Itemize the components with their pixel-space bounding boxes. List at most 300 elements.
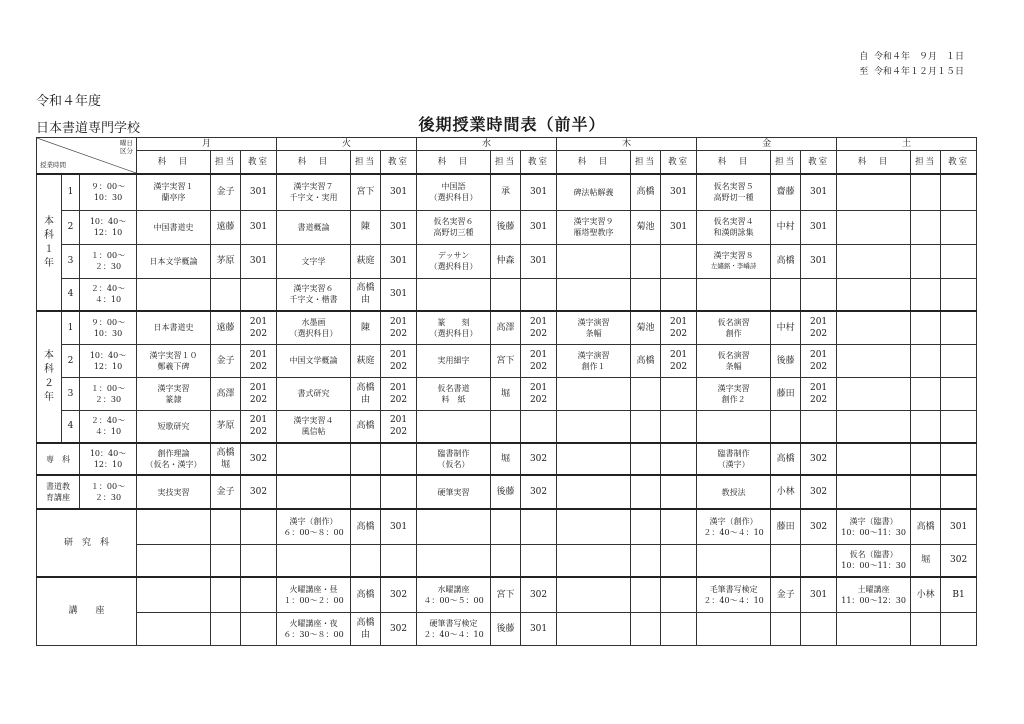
kyoiku-saturday-subject — [837, 475, 911, 509]
col-header-room: 教室 — [241, 151, 277, 175]
section-y2: 本 科 ２ 年 — [37, 311, 62, 443]
y1-row — [37, 244, 977, 278]
kenkyu-row — [37, 544, 977, 577]
kenkyu-2-wednesday-subject — [417, 544, 491, 577]
kyoiku-monday-teacher: 金子 — [211, 475, 241, 509]
section-senka: 専 科 — [37, 443, 80, 475]
kenkyu-2-wednesday-room — [521, 544, 557, 577]
period-time: １：00〜 ２：30 — [80, 475, 137, 509]
y2-p1-thursday-teacher: 菊池 — [631, 311, 661, 344]
section-koza: 講 座 — [37, 577, 137, 645]
corner-cell — [37, 138, 137, 175]
senka-friday-room: 302 — [801, 443, 837, 475]
y2-p1-tuesday-subject: 水墨画 （選択科目） — [277, 311, 351, 344]
y1-p2-friday-subject: 仮名実習４ 和漢朗詠集 — [697, 210, 771, 244]
y1-p3-monday-room: 301 — [241, 244, 277, 278]
period-range — [859, 50, 964, 80]
page-title: 後期授業時間表（前半） — [418, 115, 606, 134]
kenkyu-2-saturday-teacher: 堀 — [911, 544, 941, 577]
koza-1-wednesday-teacher: 宮下 — [491, 577, 521, 612]
y2-p3-friday-subject: 漢字実習 創作２ — [697, 377, 771, 410]
koza-2-thursday-subject — [557, 612, 631, 645]
y1-p3-thursday-room — [661, 244, 697, 278]
y1-p1-saturday-room — [941, 174, 977, 210]
y2-p1-thursday-room: 201 202 — [661, 311, 697, 344]
koza-1-tuesday-subject: 火曜講座・昼 １：00〜２：00 — [277, 577, 351, 612]
y2-p2-tuesday-room: 201 202 — [381, 344, 417, 377]
koza-1-thursday-subject — [557, 577, 631, 612]
y1-p2-friday-teacher: 中村 — [771, 210, 801, 244]
y2-p2-thursday-subject: 漢字演習 創作１ — [557, 344, 631, 377]
period-number: 1 — [62, 311, 80, 344]
y2-p1-wednesday-subject: 篆 刻 （選択科目） — [417, 311, 491, 344]
y1-p2-tuesday-teacher: 陳 — [351, 210, 381, 244]
y2-p3-friday-room: 201 202 — [801, 377, 837, 410]
y2-p2-tuesday-teacher: 萩庭 — [351, 344, 381, 377]
y2-p1-monday-room: 201 202 — [241, 311, 277, 344]
col-header-room: 教室 — [801, 151, 837, 175]
col-header-teacher: 担当 — [631, 151, 661, 175]
koza-2-saturday-room — [941, 612, 977, 645]
y2-p1-saturday-subject — [837, 311, 911, 344]
y2-p2-thursday-teacher: 高橋 — [631, 344, 661, 377]
y2-p1-wednesday-room: 201 202 — [521, 311, 557, 344]
koza-2-thursday-teacher — [631, 612, 661, 645]
kenkyu-1-tuesday-room: 301 — [381, 509, 417, 544]
y2-p3-tuesday-teacher: 高橋 由 — [351, 377, 381, 410]
y1-p1-saturday-teacher — [911, 174, 941, 210]
col-header-subject: 科 目 — [277, 151, 351, 175]
y2-p4-wednesday-room — [521, 410, 557, 443]
y2-p2-tuesday-subject: 中国文学概論 — [277, 344, 351, 377]
y1-p3-saturday-subject — [837, 244, 911, 278]
koza-1-friday-teacher: 金子 — [771, 577, 801, 612]
koza-1-thursday-teacher — [631, 577, 661, 612]
from-date: 令和４年 ９月 １日 — [873, 52, 964, 62]
y2-p1-saturday-room — [941, 311, 977, 344]
senka-monday-teacher: 高橋 堀 — [211, 443, 241, 475]
y1-p1-wednesday-teacher: 承 — [491, 174, 521, 210]
koza-2-saturday-subject — [837, 612, 911, 645]
period-number: 1 — [62, 174, 80, 210]
kenkyu-1-saturday-room: 301 — [941, 509, 977, 544]
y2-p4-friday-teacher — [771, 410, 801, 443]
y2-p1-friday-teacher: 中村 — [771, 311, 801, 344]
y1-p4-saturday-room — [941, 278, 977, 311]
y1-p1-monday-subject: 漢字実習１ 蘭亭序 — [137, 174, 211, 210]
period-time: ９：00〜 10：30 — [80, 311, 137, 344]
koza-1-monday-teacher — [211, 577, 241, 612]
kenkyu-2-thursday-room — [661, 544, 697, 577]
senka-saturday-room — [941, 443, 977, 475]
y1-p4-tuesday-teacher: 高橋 由 — [351, 278, 381, 311]
y1-p1-thursday-room: 301 — [661, 174, 697, 210]
y2-p1-tuesday-teacher: 陳 — [351, 311, 381, 344]
kenkyu-1-friday-room: 302 — [801, 509, 837, 544]
koza-2-tuesday-room: 302 — [381, 612, 417, 645]
y2-row — [37, 377, 977, 410]
kenkyu-2-monday-teacher — [211, 544, 241, 577]
kyoiku-tuesday-teacher — [351, 475, 381, 509]
day-header-row — [37, 138, 977, 151]
y2-row — [37, 344, 977, 377]
koza-2-friday-subject — [697, 612, 771, 645]
koza-2-friday-room — [801, 612, 837, 645]
y1-p2-thursday-teacher: 菊池 — [631, 210, 661, 244]
period-number: 2 — [62, 344, 80, 377]
senka-friday-subject: 臨書制作 （漢字） — [697, 443, 771, 475]
period-number: 3 — [62, 377, 80, 410]
y1-p4-friday-teacher — [771, 278, 801, 311]
fri-subject-main: 漢字実習８ — [713, 251, 754, 260]
day-header-friday: 金 — [697, 138, 837, 151]
kyoiku-wednesday-subject: 硬筆実習 — [417, 475, 491, 509]
kenkyu-2-saturday-room: 302 — [941, 544, 977, 577]
day-header-tuesday: 火 — [277, 138, 417, 151]
senka-row — [37, 443, 977, 475]
y1-p1-monday-teacher: 金子 — [211, 174, 241, 210]
kenkyu-1-tuesday-subject: 漢字（創作） ６：00〜８：00 — [277, 509, 351, 544]
kenkyu-1-saturday-subject: 漢字（臨書） 10：00〜11：30 — [837, 509, 911, 544]
koza-1-monday-room — [241, 577, 277, 612]
y2-p2-thursday-room: 201 202 — [661, 344, 697, 377]
kyoiku-row — [37, 475, 977, 509]
kyoiku-saturday-teacher — [911, 475, 941, 509]
y1-row — [37, 278, 977, 311]
koza-2-monday-teacher — [211, 612, 241, 645]
y2-p2-wednesday-room: 201 202 — [521, 344, 557, 377]
y2-p4-wednesday-subject — [417, 410, 491, 443]
koza-2-tuesday-teacher: 高橋 由 — [351, 612, 381, 645]
y1-p1-friday-teacher: 齋藤 — [771, 174, 801, 210]
y1-p4-monday-teacher — [211, 278, 241, 311]
y2-p3-monday-subject: 漢字実習 篆隷 — [137, 377, 211, 410]
y2-p1-tuesday-room: 201 202 — [381, 311, 417, 344]
period-time: ２：40〜 ４：10 — [80, 278, 137, 311]
y2-p1-saturday-teacher — [911, 311, 941, 344]
col-header-subject: 科 目 — [837, 151, 911, 175]
col-header-teacher: 担当 — [911, 151, 941, 175]
y1-p3-wednesday-teacher: 仲森 — [491, 244, 521, 278]
y1-p2-monday-teacher: 遠藤 — [211, 210, 241, 244]
kyoiku-friday-teacher: 小林 — [771, 475, 801, 509]
koza-1-friday-subject: 毛筆書写検定 ２：40〜４：10 — [697, 577, 771, 612]
senka-thursday-subject — [557, 443, 631, 475]
senka-monday-subject: 創作理論 （仮名・漢字） — [137, 443, 211, 475]
kenkyu-2-saturday-subject: 仮名（臨書） 10：00〜11：30 — [837, 544, 911, 577]
koza-2-wednesday-room: 301 — [521, 612, 557, 645]
koza-2-monday-room — [241, 612, 277, 645]
senka-thursday-teacher — [631, 443, 661, 475]
col-header-subject: 科 目 — [557, 151, 631, 175]
period-label: 授業時間 — [40, 161, 66, 169]
y1-p1-thursday-subject: 碑法帖解義 — [557, 174, 631, 210]
y1-p3-tuesday-teacher: 萩庭 — [351, 244, 381, 278]
y1-p4-monday-room — [241, 278, 277, 311]
kenkyu-2-tuesday-subject — [277, 544, 351, 577]
y2-p3-thursday-teacher — [631, 377, 661, 410]
y2-p1-thursday-subject: 漢字演習 条幅 — [557, 311, 631, 344]
kenkyu-1-thursday-teacher — [631, 509, 661, 544]
y1-p3-thursday-teacher — [631, 244, 661, 278]
y1-p2-wednesday-teacher: 後藤 — [491, 210, 521, 244]
y2-p2-saturday-room — [941, 344, 977, 377]
y2-p1-monday-subject: 日本書道史 — [137, 311, 211, 344]
y1-p1-wednesday-subject: 中国語 （選択科目） — [417, 174, 491, 210]
y1-p2-monday-room: 301 — [241, 210, 277, 244]
period-time: 10：40〜 12：10 — [80, 344, 137, 377]
kenkyu-1-thursday-subject — [557, 509, 631, 544]
y2-p4-tuesday-teacher: 高橋 — [351, 410, 381, 443]
y2-p4-friday-room — [801, 410, 837, 443]
kyoiku-monday-subject: 実技実習 — [137, 475, 211, 509]
y2-p2-saturday-subject — [837, 344, 911, 377]
day-header-thursday: 木 — [557, 138, 697, 151]
y1-p1-wednesday-room: 301 — [521, 174, 557, 210]
period-number: 3 — [62, 244, 80, 278]
kyoiku-saturday-room — [941, 475, 977, 509]
y1-p3-friday-teacher: 高橋 — [771, 244, 801, 278]
y2-p2-monday-subject: 漢字実習１０ 鄭羲下碑 — [137, 344, 211, 377]
y1-p4-friday-room — [801, 278, 837, 311]
senka-saturday-subject — [837, 443, 911, 475]
y2-p4-monday-room: 201 202 — [241, 410, 277, 443]
koza-2-wednesday-teacher: 後藤 — [491, 612, 521, 645]
y2-p3-thursday-room — [661, 377, 697, 410]
koza-2-wednesday-subject: 硬筆書写検定 ２：40〜４：10 — [417, 612, 491, 645]
y2-row — [37, 410, 977, 443]
y2-p3-tuesday-room: 201 202 — [381, 377, 417, 410]
y2-p1-wednesday-teacher: 高澤 — [491, 311, 521, 344]
kenkyu-1-friday-subject: 漢字（創作） ２：40〜４：10 — [697, 509, 771, 544]
y2-p3-wednesday-subject: 仮名書道 料 紙 — [417, 377, 491, 410]
senka-wednesday-room: 302 — [521, 443, 557, 475]
period-number: 4 — [62, 278, 80, 311]
col-header-room: 教室 — [381, 151, 417, 175]
kyoiku-thursday-teacher — [631, 475, 661, 509]
y1-p2-wednesday-room: 301 — [521, 210, 557, 244]
section-kenkyu: 研 究 科 — [37, 509, 137, 577]
col-header-teacher: 担当 — [351, 151, 381, 175]
column-header-row — [37, 151, 977, 175]
col-header-subject: 科 目 — [417, 151, 491, 175]
y2-p1-monday-teacher: 遠藤 — [211, 311, 241, 344]
fri-subject-subline: 左繡銘・李嶠詩 — [710, 262, 757, 270]
day-label: 曜日 — [120, 139, 134, 147]
period-from — [859, 50, 964, 65]
y2-row — [37, 311, 977, 344]
koza-1-saturday-room: B1 — [941, 577, 977, 612]
y1-p2-thursday-subject: 漢字実習９ 雁塔聖教序 — [557, 210, 631, 244]
school-name: 日本書道専門学校 — [36, 121, 141, 136]
kenkyu-2-monday-subject — [137, 544, 211, 577]
kenkyu-2-thursday-subject — [557, 544, 631, 577]
y2-p4-saturday-subject — [837, 410, 911, 443]
y1-p4-saturday-teacher — [911, 278, 941, 311]
y1-p1-tuesday-room: 301 — [381, 174, 417, 210]
kenkyu-2-tuesday-room — [381, 544, 417, 577]
day-header-wednesday: 水 — [417, 138, 557, 151]
y2-p3-monday-room: 201 202 — [241, 377, 277, 410]
kyoiku-monday-room: 302 — [241, 475, 277, 509]
kenkyu-2-wednesday-teacher — [491, 544, 521, 577]
y2-p3-saturday-teacher — [911, 377, 941, 410]
y2-p2-friday-subject: 仮名演習 条幅 — [697, 344, 771, 377]
kenkyu-1-saturday-teacher: 高橋 — [911, 509, 941, 544]
senka-wednesday-subject: 臨書制作 （仮名） — [417, 443, 491, 475]
y2-p4-tuesday-subject: 漢字実習４ 風信帖 — [277, 410, 351, 443]
y2-p3-friday-teacher: 藤田 — [771, 377, 801, 410]
period-to — [859, 65, 964, 80]
col-header-room: 教室 — [661, 151, 697, 175]
y2-p2-monday-teacher: 金子 — [211, 344, 241, 377]
kenkyu-1-tuesday-teacher: 高橋 — [351, 509, 381, 544]
y1-p4-wednesday-subject — [417, 278, 491, 311]
y2-p4-saturday-room — [941, 410, 977, 443]
period-time: １：00〜 ２：30 — [80, 377, 137, 410]
y1-p3-wednesday-subject: デッサン （選択科目） — [417, 244, 491, 278]
kyoiku-tuesday-room — [381, 475, 417, 509]
y1-p1-saturday-subject — [837, 174, 911, 210]
y1-p4-saturday-subject — [837, 278, 911, 311]
kyoiku-wednesday-teacher: 後藤 — [491, 475, 521, 509]
y1-p1-tuesday-subject: 漢字実習７ 千字文・実用 — [277, 174, 351, 210]
timetable — [36, 137, 977, 646]
y2-p4-tuesday-room: 201 202 — [381, 410, 417, 443]
koza-1-saturday-subject: 土曜講座 11：00〜12：30 — [837, 577, 911, 612]
kenkyu-1-wednesday-subject — [417, 509, 491, 544]
period-time: 10：40〜 12：10 — [80, 443, 137, 475]
koza-1-thursday-room — [661, 577, 697, 612]
y2-p4-thursday-room — [661, 410, 697, 443]
kenkyu-1-monday-room — [241, 509, 277, 544]
y2-p2-friday-room: 201 202 — [801, 344, 837, 377]
y1-p2-monday-subject: 中国書道史 — [137, 210, 211, 244]
y2-p2-wednesday-teacher: 宮下 — [491, 344, 521, 377]
kenkyu-2-monday-room — [241, 544, 277, 577]
y1-p1-tuesday-teacher: 宮下 — [351, 174, 381, 210]
period-time: ２：40〜 ４：10 — [80, 410, 137, 443]
koza-1-friday-room: 301 — [801, 577, 837, 612]
y1-p2-wednesday-subject: 仮名実習６ 高野切三種 — [417, 210, 491, 244]
y1-p3-friday-subject — [697, 244, 771, 278]
col-header-room: 教室 — [521, 151, 557, 175]
y2-p3-wednesday-teacher: 堀 — [491, 377, 521, 410]
period-time: 10：40〜 12：10 — [80, 210, 137, 244]
corner-day-labels — [120, 139, 133, 155]
y1-p2-tuesday-subject: 書道概論 — [277, 210, 351, 244]
y1-p4-thursday-room — [661, 278, 697, 311]
fiscal-year: 令和４年度 — [36, 94, 102, 109]
y1-p1-monday-room: 301 — [241, 174, 277, 210]
koza-2-tuesday-subject: 火曜講座・夜 ６：30〜８：00 — [277, 612, 351, 645]
senka-monday-room: 302 — [241, 443, 277, 475]
y1-p2-thursday-room: 301 — [661, 210, 697, 244]
y1-p4-monday-subject — [137, 278, 211, 311]
kenkyu-1-monday-subject — [137, 509, 211, 544]
y2-p3-wednesday-room: 201 202 — [521, 377, 557, 410]
y1-p3-friday-room: 301 — [801, 244, 837, 278]
kyoiku-tuesday-subject — [277, 475, 351, 509]
kyoiku-friday-room: 302 — [801, 475, 837, 509]
y2-p4-wednesday-teacher — [491, 410, 521, 443]
senka-thursday-room — [661, 443, 697, 475]
y1-p2-friday-room: 301 — [801, 210, 837, 244]
kenkyu-2-friday-room — [801, 544, 837, 577]
kenkyu-2-friday-teacher — [771, 544, 801, 577]
y2-p2-friday-teacher: 後藤 — [771, 344, 801, 377]
y1-p1-friday-subject: 仮名実習５ 高野切一種 — [697, 174, 771, 210]
y1-p3-saturday-room — [941, 244, 977, 278]
y1-p3-saturday-teacher — [911, 244, 941, 278]
koza-1-tuesday-room: 302 — [381, 577, 417, 612]
y2-p3-monday-teacher: 高澤 — [211, 377, 241, 410]
y1-p3-monday-teacher: 茅原 — [211, 244, 241, 278]
koza-1-tuesday-teacher: 高橋 — [351, 577, 381, 612]
y2-p4-thursday-teacher — [631, 410, 661, 443]
senka-tuesday-room — [381, 443, 417, 475]
period-time: １：00〜 ２：30 — [80, 244, 137, 278]
section-y1: 本 科 １ 年 — [37, 174, 62, 311]
senka-wednesday-teacher: 堀 — [491, 443, 521, 475]
koza-2-friday-teacher — [771, 612, 801, 645]
col-header-teacher: 担当 — [211, 151, 241, 175]
kenkyu-row — [37, 509, 977, 544]
y1-p4-wednesday-room — [521, 278, 557, 311]
col-header-teacher: 担当 — [771, 151, 801, 175]
kyoiku-thursday-subject — [557, 475, 631, 509]
y1-p1-friday-room: 301 — [801, 174, 837, 210]
y2-p4-monday-teacher: 茅原 — [211, 410, 241, 443]
y1-p4-wednesday-teacher — [491, 278, 521, 311]
y1-p4-tuesday-room: 301 — [381, 278, 417, 311]
y2-p2-monday-room: 201 202 — [241, 344, 277, 377]
y2-p4-thursday-subject — [557, 410, 631, 443]
to-label: 至 — [859, 67, 869, 77]
col-header-room: 教室 — [941, 151, 977, 175]
col-header-subject: 科 目 — [697, 151, 771, 175]
kubun-label: 区分 — [120, 147, 134, 155]
y1-p4-thursday-teacher — [631, 278, 661, 311]
y2-p2-wednesday-subject: 実用細字 — [417, 344, 491, 377]
y1-p3-monday-subject: 日本文学概論 — [137, 244, 211, 278]
y1-p4-friday-subject — [697, 278, 771, 311]
y1-p2-saturday-teacher — [911, 210, 941, 244]
y1-p2-tuesday-room: 301 — [381, 210, 417, 244]
kenkyu-2-tuesday-teacher — [351, 544, 381, 577]
y1-p3-tuesday-room: 301 — [381, 244, 417, 278]
koza-1-saturday-teacher: 小林 — [911, 577, 941, 612]
y2-p4-monday-subject: 短歌研究 — [137, 410, 211, 443]
kenkyu-2-friday-subject — [697, 544, 771, 577]
kenkyu-1-thursday-room — [661, 509, 697, 544]
y2-p3-saturday-room — [941, 377, 977, 410]
y2-p3-tuesday-subject: 書式研究 — [277, 377, 351, 410]
senka-saturday-teacher — [911, 443, 941, 475]
y2-p4-friday-subject — [697, 410, 771, 443]
koza-2-saturday-teacher — [911, 612, 941, 645]
koza-2-thursday-room — [661, 612, 697, 645]
day-header-saturday: 土 — [837, 138, 977, 151]
kenkyu-2-thursday-teacher — [631, 544, 661, 577]
to-date: 令和４年１２月１５日 — [873, 67, 964, 77]
koza-1-wednesday-room: 302 — [521, 577, 557, 612]
koza-row — [37, 612, 977, 645]
kyoiku-thursday-room — [661, 475, 697, 509]
y1-p3-thursday-subject — [557, 244, 631, 278]
kyoiku-friday-subject: 教授法 — [697, 475, 771, 509]
kyoiku-wednesday-room: 302 — [521, 475, 557, 509]
